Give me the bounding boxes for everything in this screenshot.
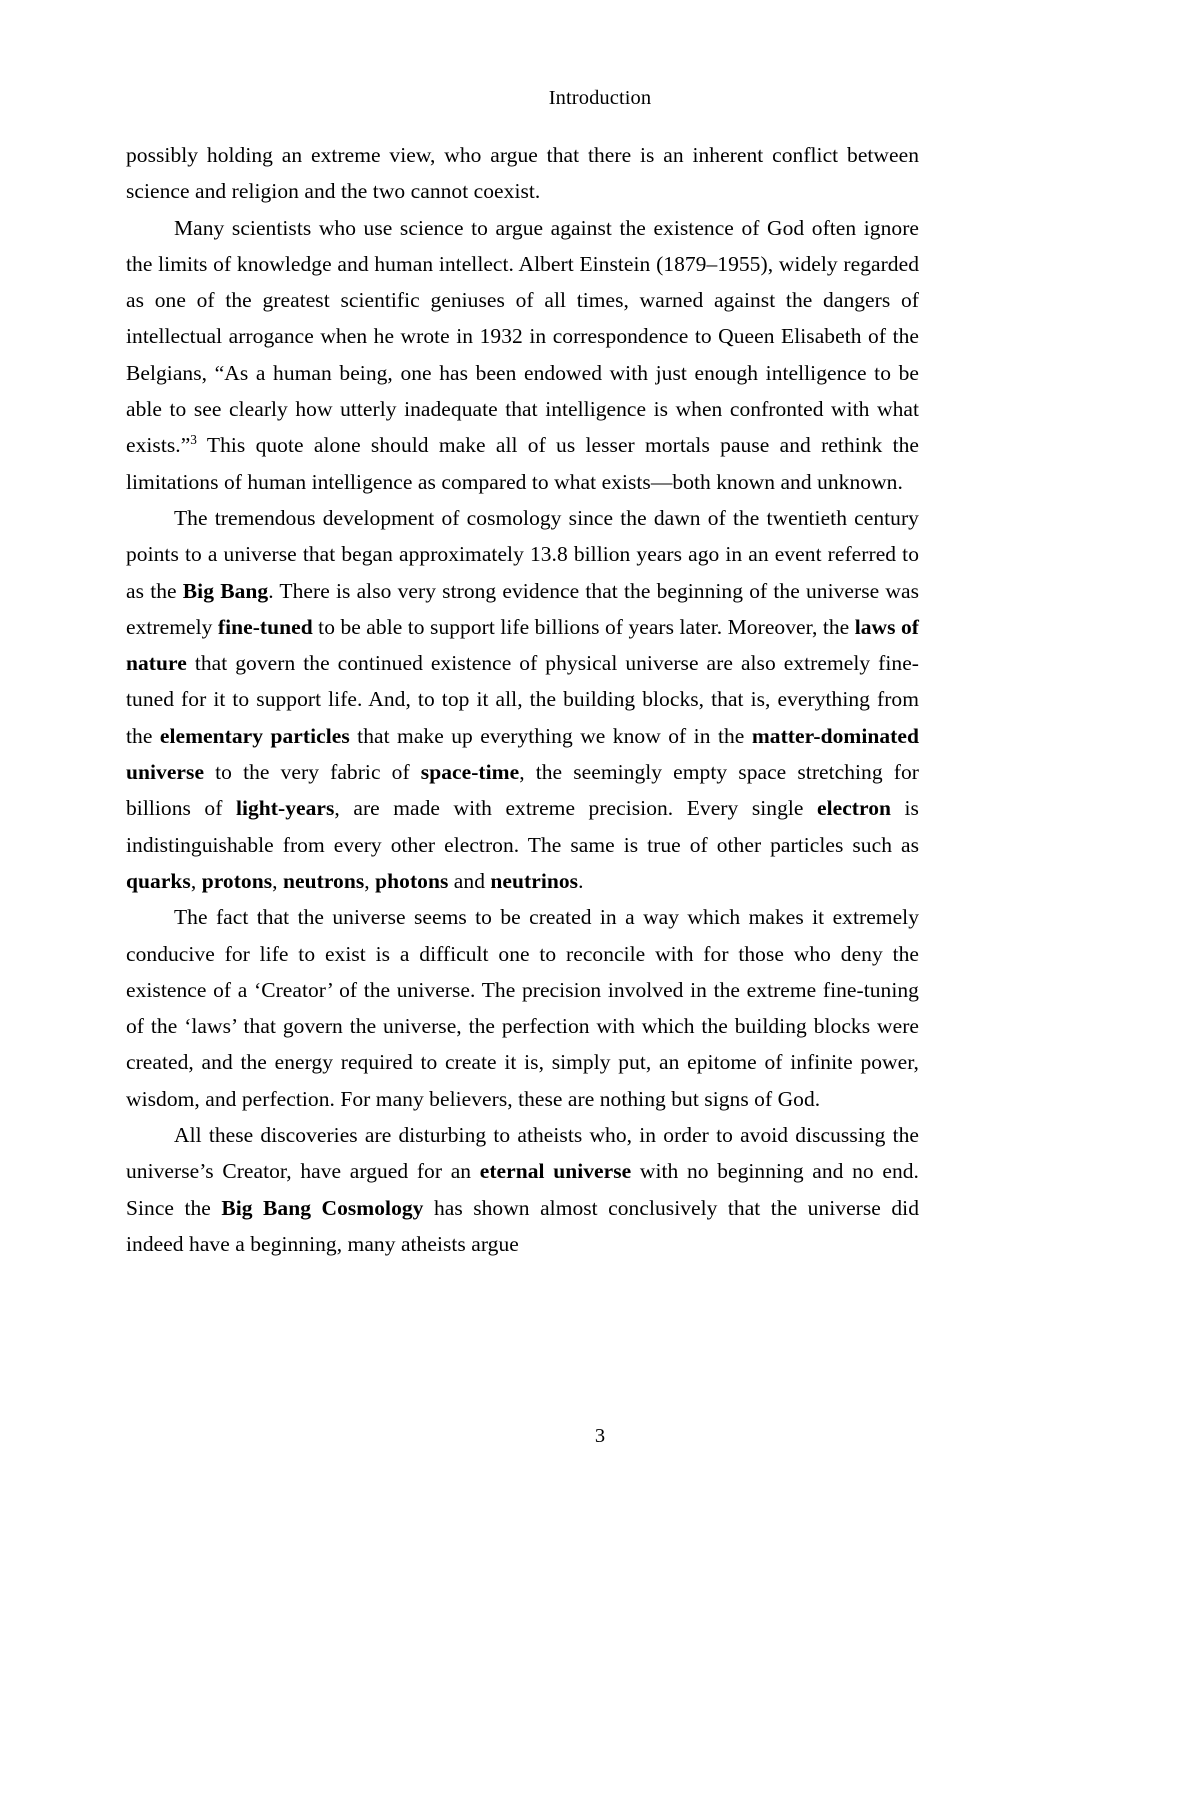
text-run: that make up everything we know of in the	[349, 723, 752, 748]
emphasis-term: space-time	[420, 760, 520, 785]
emphasis-term: fine-tuned	[217, 614, 313, 639]
text-run: to the very fabric of	[204, 760, 421, 785]
page-number: 3	[594, 1425, 606, 1447]
text-run: . There is also very strong evidence that the beginning of the universe was extremely	[126, 578, 919, 639]
paragraph	[126, 899, 919, 1117]
emphasis-term: neutrons	[283, 868, 365, 893]
text-run: The tremendous development of cosmology since the dawn of the twentieth century points to a universe that began approximately 13.8 billion years ago in an event referred to as the	[126, 505, 919, 603]
text-run: and	[448, 868, 491, 893]
footnote-marker: 3	[190, 432, 198, 448]
text-run: possibly holding an extreme view, who argue that there is an inherent conflict between science and religion and the two cannot coexist.	[126, 143, 919, 204]
text-run: ,	[190, 868, 202, 893]
emphasis-term: electron	[817, 796, 892, 821]
paragraph	[126, 137, 919, 210]
text-run: is indistinguishable from every other electron. The same is true of other particles such as	[126, 796, 919, 857]
emphasis-term: light-years	[235, 796, 335, 821]
emphasis-term: Big Bang	[182, 578, 269, 603]
emphasis-term: photons	[375, 868, 449, 893]
text-run: with no beginning and no end. Since the	[126, 1159, 919, 1220]
text-run: , the seemingly empty space stretching for billions of	[126, 760, 919, 821]
emphasis-term: matter-dominated universe	[126, 723, 919, 785]
text-run: Many scientists who use science to argue against the existence of God often ignore the limits of knowledge and human intellect. Albert Einstein (1879–1955), widely regarded as one of the greatest scientific geniuses of all times, warned against the dangers of intellectual arrogance when he wrote in 1932 in correspondence to Queen Elisabeth of the Belgians, “As a human being, one has been endowed with just enough intelligence to be able to see clearly how utterly inadequate that intelligence is when confronted with what exists.”	[126, 215, 919, 458]
text-run: All these discoveries are disturbing to atheists who, in order to avoid discussing the universe’s Creator, have argued for an	[126, 1123, 919, 1184]
emphasis-term: protons	[201, 868, 273, 893]
text-run: ,	[272, 868, 284, 893]
text-run: .	[578, 868, 584, 893]
text-run: to be able to support life billions of years later. Moreover, the	[312, 614, 855, 639]
emphasis-term: Big Bang Cosmology	[221, 1195, 424, 1220]
emphasis-term: laws of nature	[126, 614, 919, 676]
body-text-block	[126, 137, 919, 1262]
paragraph	[126, 210, 919, 500]
text-run: that govern the continued existence of physical universe are also extremely fine-tuned for it to support life. And, to top it all, the building blocks, that is, everything from the	[126, 651, 919, 748]
emphasis-term: neutrinos	[490, 868, 579, 893]
emphasis-term: elementary particles	[159, 723, 350, 748]
emphasis-term: quarks	[126, 868, 191, 893]
emphasis-term: eternal universe	[479, 1159, 632, 1184]
text-run: This quote alone should make all of us lesser mortals pause and rethink the limitations of human intelligence as compared to what exists—both known and unknown.	[126, 433, 919, 494]
paragraph	[126, 500, 919, 899]
text-run: ,	[364, 868, 376, 893]
paragraph	[126, 1117, 919, 1262]
text-run: The fact that the universe seems to be created in a way which makes it extremely conducive for life to exist is a difficult one to reconcile with for those who deny the existence of a ‘Creator’ of the universe. The precision involved in the extreme fine-tuning of the ‘laws’ that govern the universe, the perfection with which the building blocks were created, and the energy required to create it is, simply put, an epitome of infinite power, wisdom, and perfection. For many believers, these are nothing but signs of God.	[126, 905, 919, 1111]
running-head: Introduction	[548, 87, 652, 109]
text-run: has shown almost conclusively that the universe did indeed have a beginning, many atheists argue	[126, 1195, 919, 1256]
text-run: , are made with extreme precision. Every single	[334, 796, 817, 821]
